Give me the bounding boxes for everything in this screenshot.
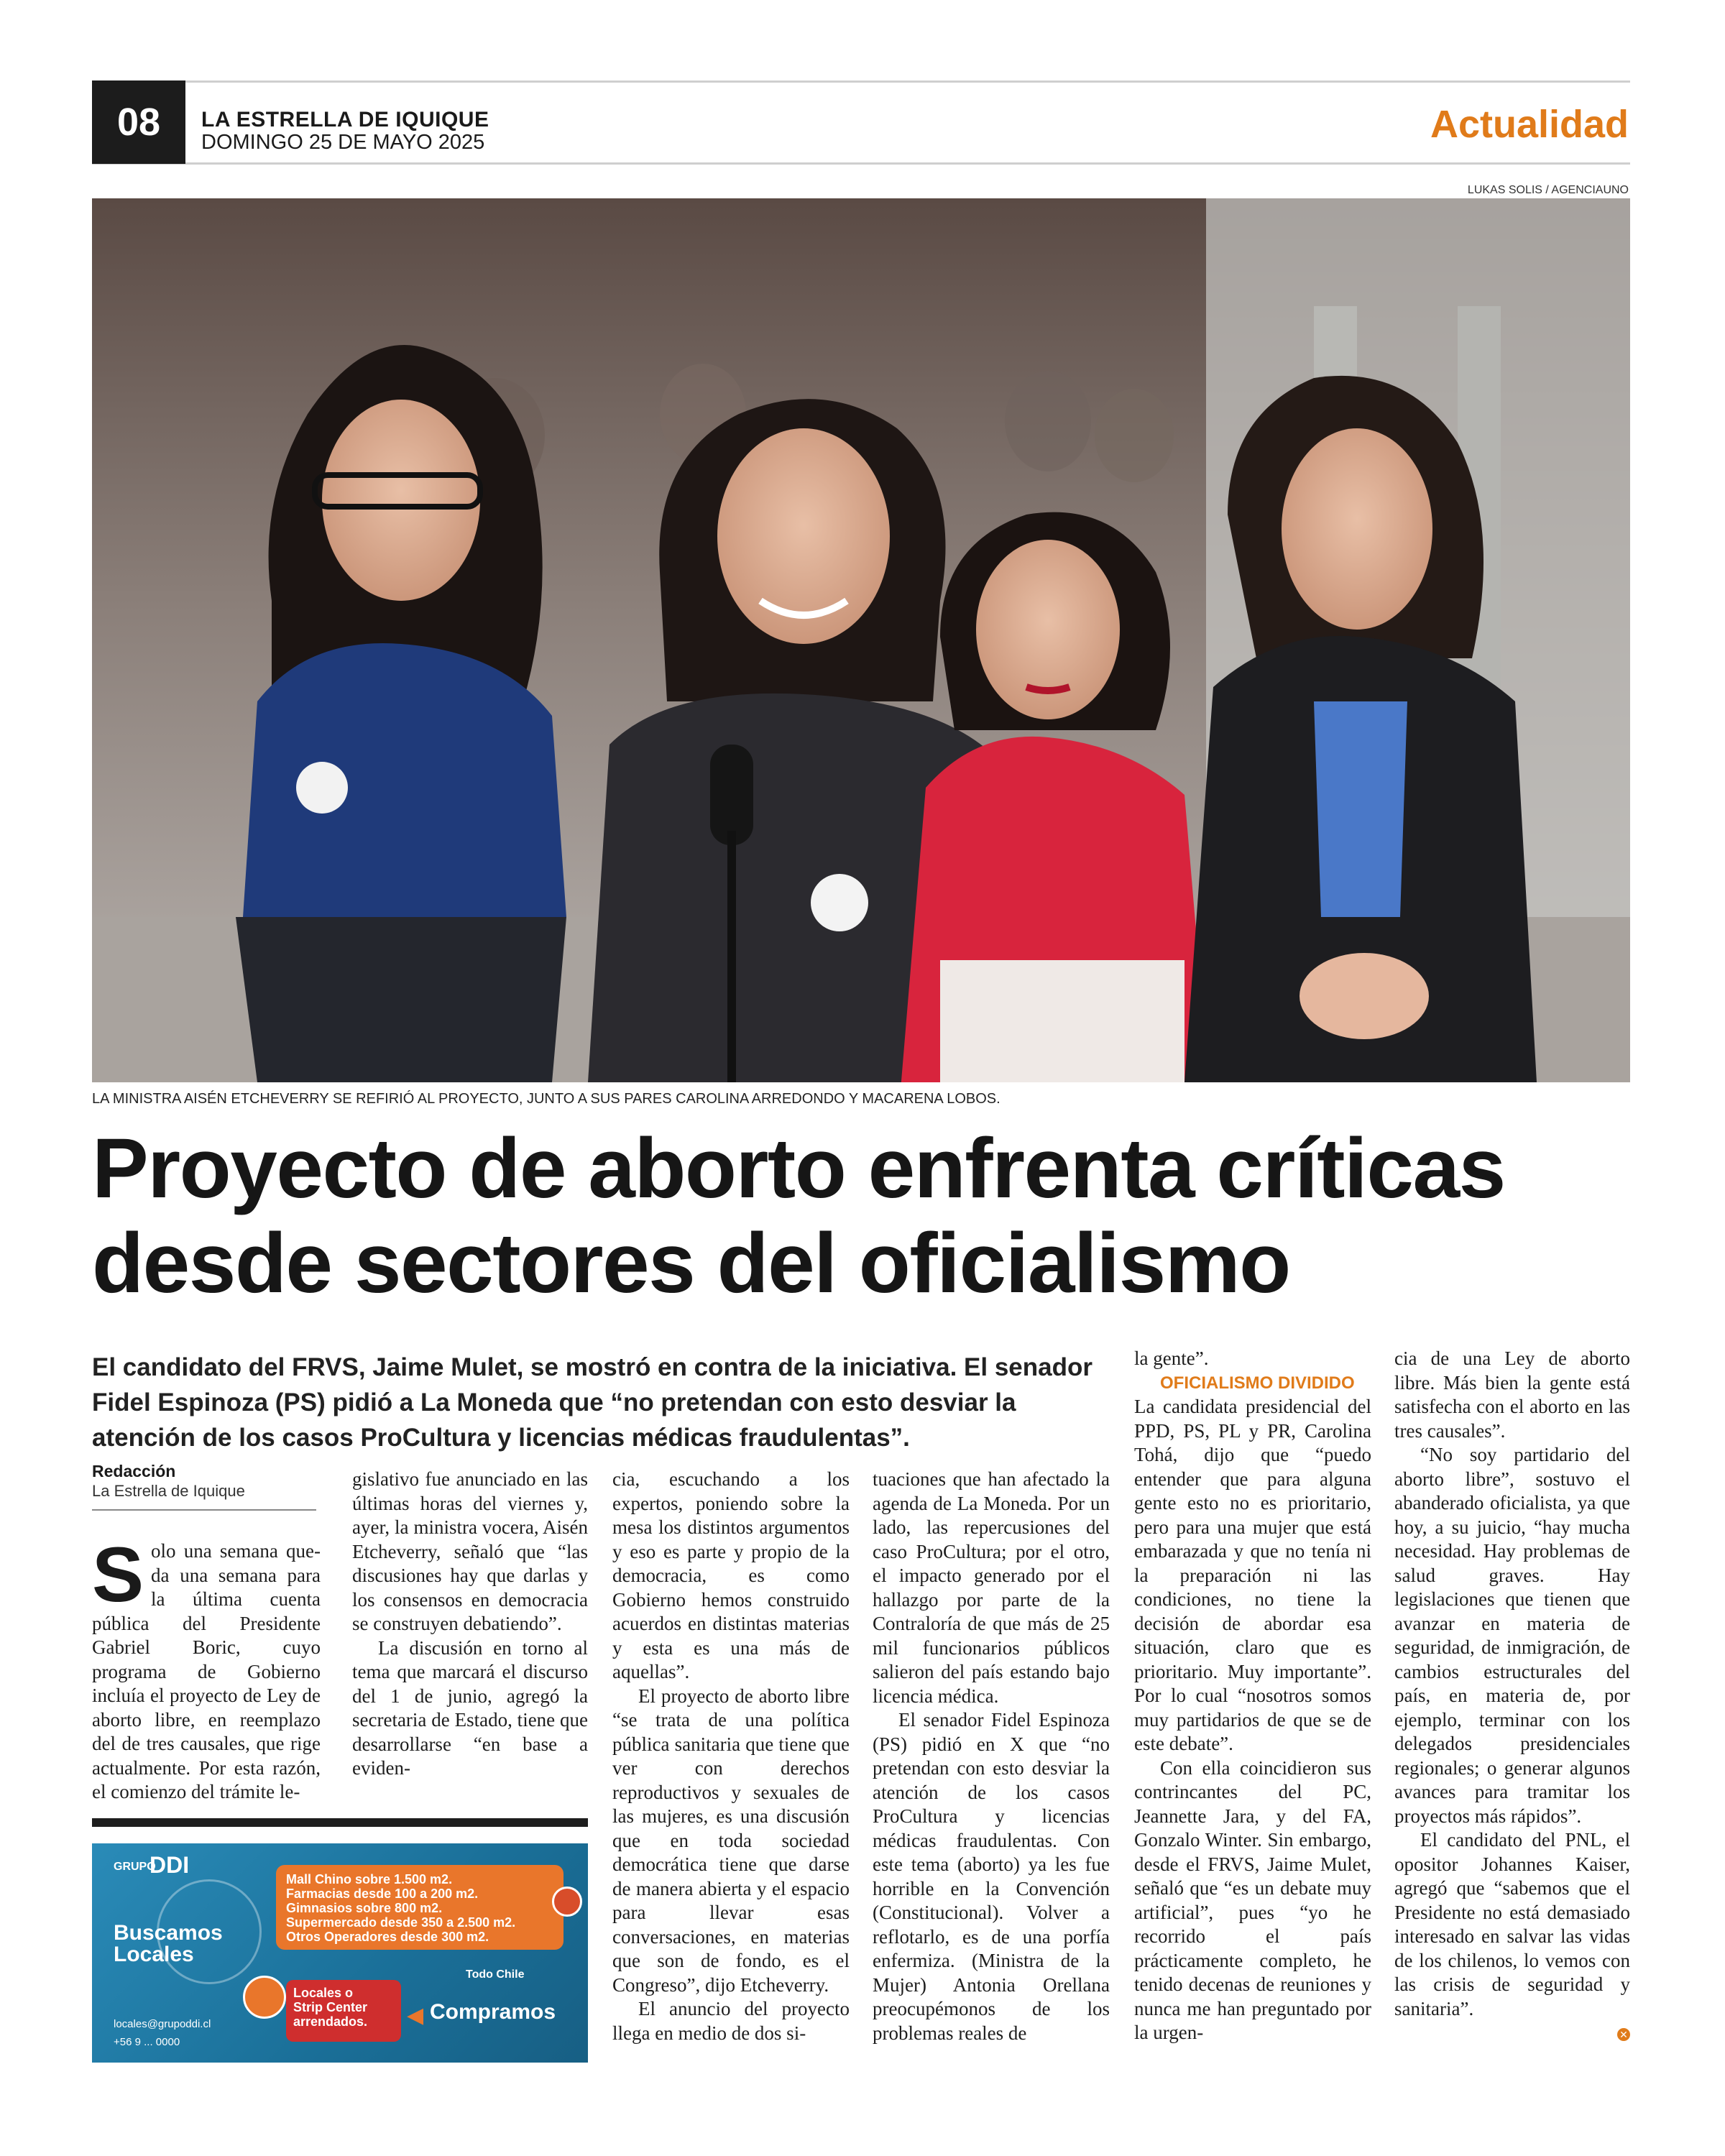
ad-offer-item: Gimnasios sobre 800 m2. [286,1901,443,1915]
ad-phone: +56 9 ... 0000 [114,2036,180,2048]
section-title: Actualidad [1430,103,1629,146]
col3-paragraph-1: cia, escuchando a los expertos, poniendo sobre la mesa los distintos argumentos y eso es parte y propio de la democracia, es como Gobierno hemos construido acuerdos en distintas materias y esta es una más de aquellas”. [612,1468,850,1682]
ad-buscamos-line-2: Locales [114,1943,194,1966]
photo-caption: LA MINISTRA AISÉN ETCHEVERRY SE REFIRIÓ AL PROYECTO, JUNTO A SUS PARES CAROLINA ARREDONDO Y MACARENA LOBOS. [92,1091,1000,1107]
headline-line-2: desde sectores del oficialismo [92,1216,1290,1311]
article-column-1 [92,1531,321,1805]
article-column-6 [1394,1347,1630,2045]
col3-paragraph-2: El proyecto de aborto libre “se trata de una política pública sanitaria que tiene que ver con derechos reproductivos y sexuales de las mujeres, es una discusión que en toda sociedad democrática tiene que darse de manera abierta y el espacio para llevar esas conversaciones, en materias que son de fondo, es el Congreso”, dijo Etcheverry. [612,1685,850,1996]
store-icon [243,1976,286,2019]
ad-locales-line-2: Strip Center [293,2000,368,2014]
ad-offer-item: Supermercado desde 350 a 2.500 m2. [286,1915,516,1930]
ad-top-bar [92,1818,588,1827]
ad-buscamos-line-1: Buscamos [114,1921,223,1945]
byline-publication: La Estrella de Iquique [92,1482,245,1500]
header-rule-bottom [92,162,1630,165]
ad-locales-line-3: arrendados. [293,2014,368,2029]
arrow-left-icon: ◀ [407,2004,424,2027]
byline-name: Redacción [92,1462,176,1480]
ad-locales-line-1: Locales o [293,1986,354,2000]
ad-brand-logo: DDI [150,1852,190,1878]
col6-paragraph-2: “No soy partidario del aborto libre”, sostuvo el abanderado oficialista, ya que hoy, a su juicio, “hay mucha necesidad. Hay problemas de salud graves. Hay legislaciones que tienen que avanzar en materia de seguridad, de inmigración, de cambios estructurales del país, en materia de, por ejemplo, terminar con los delegados presidenciales regionales; o generar algunos avances para tramitar los proyectos más rápidos”. [1394,1444,1630,1827]
ad-todo-chile: Todo Chile [466,1968,525,1981]
col4-paragraph-1: tuaciones que han afectado la agenda de La Moneda. Por un lado, las repercusiones del caso ProCultura; por el otro, el impacto generado por el hallazgo por parte de la Contraloría de que más de 25 mil funcionarios públicos salieron del país estando bajo licencia médica. [873,1468,1110,1707]
col5-paragraph-2: Con ella coincidieron sus contrincantes del PC, Jeannette Jara, y del FA, Gonzalo Winter. Sin embargo, desde el FRVS, Jaime Mulet, señaló que “es un debate muy artificial”, pues “yo he recorrido el país prácticamente completo, he tenido decenas de reuniones y nunca me han preguntado por la urgen- [1134,1756,1371,2043]
article-photo [92,198,1630,1082]
article-column-4 [873,1468,1110,2045]
col2-paragraph-1: gislativo fue anunciado en las últimas horas del viernes y, ayer, la ministra vocera, Aisén Etcheverry, señaló que “las discusiones hay que darlas y los consensos en democracia se construyen debatiendo”. [352,1468,588,1634]
photo-illustration [92,198,1630,1082]
ad-grupo-label: GRUPO [114,1861,156,1873]
article-lead: El candidato del FRVS, Jaime Mulet, se mostró en contra de la iniciativa. El senador Fidel Espinoza (PS) pidió a La Moneda que “no pretendan con esto desviar la atención de los casos ProCultura y licencias médicas fraudulentas”. [92,1353,1092,1452]
article-column-2 [352,1468,588,1781]
photo-credit: LUKAS SOLIS / AGENCIAUNO [1467,184,1629,196]
article-column-5 [1134,1347,1371,2045]
ad-compramos: Compramos [430,2000,556,2024]
col5-paragraph-1: La candidata presidencial del PPD, PS, PL y PR, Carolina Tohá, dijo que “puedo entender que para alguna gente esto no es prioritario, pero para una mujer que está embarazada y que no tenía ni la preparación ni las condiciones, no tiene la decisión de abordar esa situación, claro que es prioritario. Muy importante”. Por lo cual “nosotros somos muy partidarios de que se de este debate”. [1134,1396,1371,1754]
col6-paragraph-1: cia de una Ley de aborto libre. Más bien la gente está satisfecha con el aborto en las tres causales”. [1394,1348,1630,1442]
ad-locales-box [286,1980,401,2042]
page-number: 08 [92,80,185,164]
location-pin-icon [552,1886,582,1917]
ad-offers-box [276,1865,564,1950]
header-rule-top [92,80,1630,83]
col6-paragraph-3: El candidato del PNL, el opositor Johannes Kaiser, agregó que “sabemos que el Presidente no está demasiado interesado en salvar las vidas de los chilenos, lo vemos con las crisis de seguridad y sanitaria”. [1394,1829,1630,2019]
headline [92,1121,1630,1311]
col3-paragraph-3: El anuncio del proyecto llega en medio de dos si- [612,1998,850,2044]
col1-paragraph-1: olo una semana que-da una semana para la última cuenta pública del Presidente Gabriel Boric, cuyo programa de Gobierno incluía el proyecto de Ley de aborto libre, en reemplazo del de tres causales, que rige actualmente. Por esta razón, el comienzo del trámite le- [92,1540,321,1802]
ad-offer-item: Mall Chino sobre 1.500 m2. [286,1872,453,1886]
dropcap: S [92,1531,144,1618]
publication-name: LA ESTRELLA DE IQUIQUE [201,108,489,132]
headline-line-1: Proyecto de aborto enfrenta críticas [92,1121,1505,1216]
byline-rule [92,1509,316,1511]
ad-email-link[interactable]: locales@grupoddi.cl [114,2018,211,2030]
ad-offer-item: Otros Operadores desde 300 m2. [286,1930,489,1944]
col5-paragraph-0: la gente”. [1134,1348,1209,1369]
subhead-oficialismo: OFICIALISMO DIVIDIDO [1160,1373,1355,1393]
advertisement[interactable] [92,1843,588,2063]
ad-offer-item: Farmacias desde 100 a 200 m2. [286,1886,479,1901]
col2-paragraph-2: La discusión en torno al tema que marcará el discurso del 1 de junio, agregó la secretaria de Estado, tiene que desarrollarse “en base a eviden- [352,1636,588,1779]
end-of-article-icon: ✕ [1617,2028,1630,2041]
col4-paragraph-2: El senador Fidel Espinoza (PS) pidió en X que “no pretendan con esto desviar la atención de los casos ProCultura y licencias médicas fraudulentas. Con este tema (aborto) ya les fue horrible en la Convención (Constitucional). Volver a reflotarlo, es de una porfía enfermiza. (Ministra de la Mujer) Antonia Orellana preocupémonos de los problemas reales de [873,1709,1110,2044]
publication-date: DOMINGO 25 DE MAYO 2025 [201,131,485,154]
article-column-3 [612,1468,850,2045]
ad-buscamos-heading [114,1922,223,1966]
